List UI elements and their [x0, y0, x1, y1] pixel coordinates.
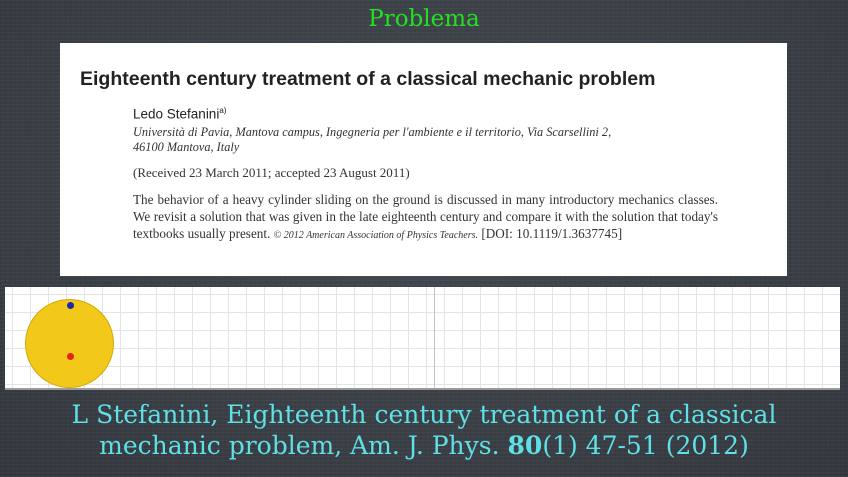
- paper-abstract: [133, 191, 718, 244]
- citation-line-2-end: (1) 47-51 (2012): [542, 431, 749, 460]
- paper-title: Eighteenth century treatment of a classical mechanic problem: [80, 68, 656, 90]
- paper-author: [133, 103, 767, 123]
- affiliation-line-1: Università di Pavia, Mantova campus, Ingegneria per l'ambiente e il territorio, Via Scarsellini 2,: [133, 124, 612, 139]
- rim-point-dot: [67, 302, 74, 309]
- cylinder[interactable]: [25, 299, 114, 388]
- abstract-text: The behavior of a heavy cylinder sliding on the ground is discussed in many introductory mechanics classes. We revisit a solution that was given in the late eighteenth century and compare it with the solution that today's textbooks usually present.: [133, 191, 718, 241]
- grid-center-line: [434, 287, 435, 390]
- paper-body: [133, 103, 767, 244]
- center-of-mass-dot: [67, 353, 74, 360]
- slide-title: Problema: [368, 6, 480, 32]
- ground-line: [5, 388, 840, 390]
- reference-citation: [0, 399, 848, 461]
- simulation-area: [5, 287, 840, 390]
- citation-line-1: L Stefanini, Eighteenth century treatment of a classical: [71, 400, 777, 429]
- abstract-copyright: © 2012 American Association of Physics Teachers.: [273, 229, 479, 241]
- author-superscript: a): [219, 106, 227, 115]
- paper-affiliation: [133, 125, 693, 155]
- paper-received: (Received 23 March 2011; accepted 23 August 2011): [133, 164, 410, 180]
- citation-line-2: mechanic problem, Am. J. Phys.: [99, 431, 508, 460]
- abstract-doi: [DOI: 10.1119/1.3637745]: [481, 225, 623, 241]
- citation-volume: 80: [507, 431, 543, 460]
- affiliation-line-2: 46100 Mantova, Italy: [133, 139, 240, 154]
- author-name: Ledo Stefanini: [133, 106, 220, 122]
- paper-abstract-image: [60, 43, 787, 276]
